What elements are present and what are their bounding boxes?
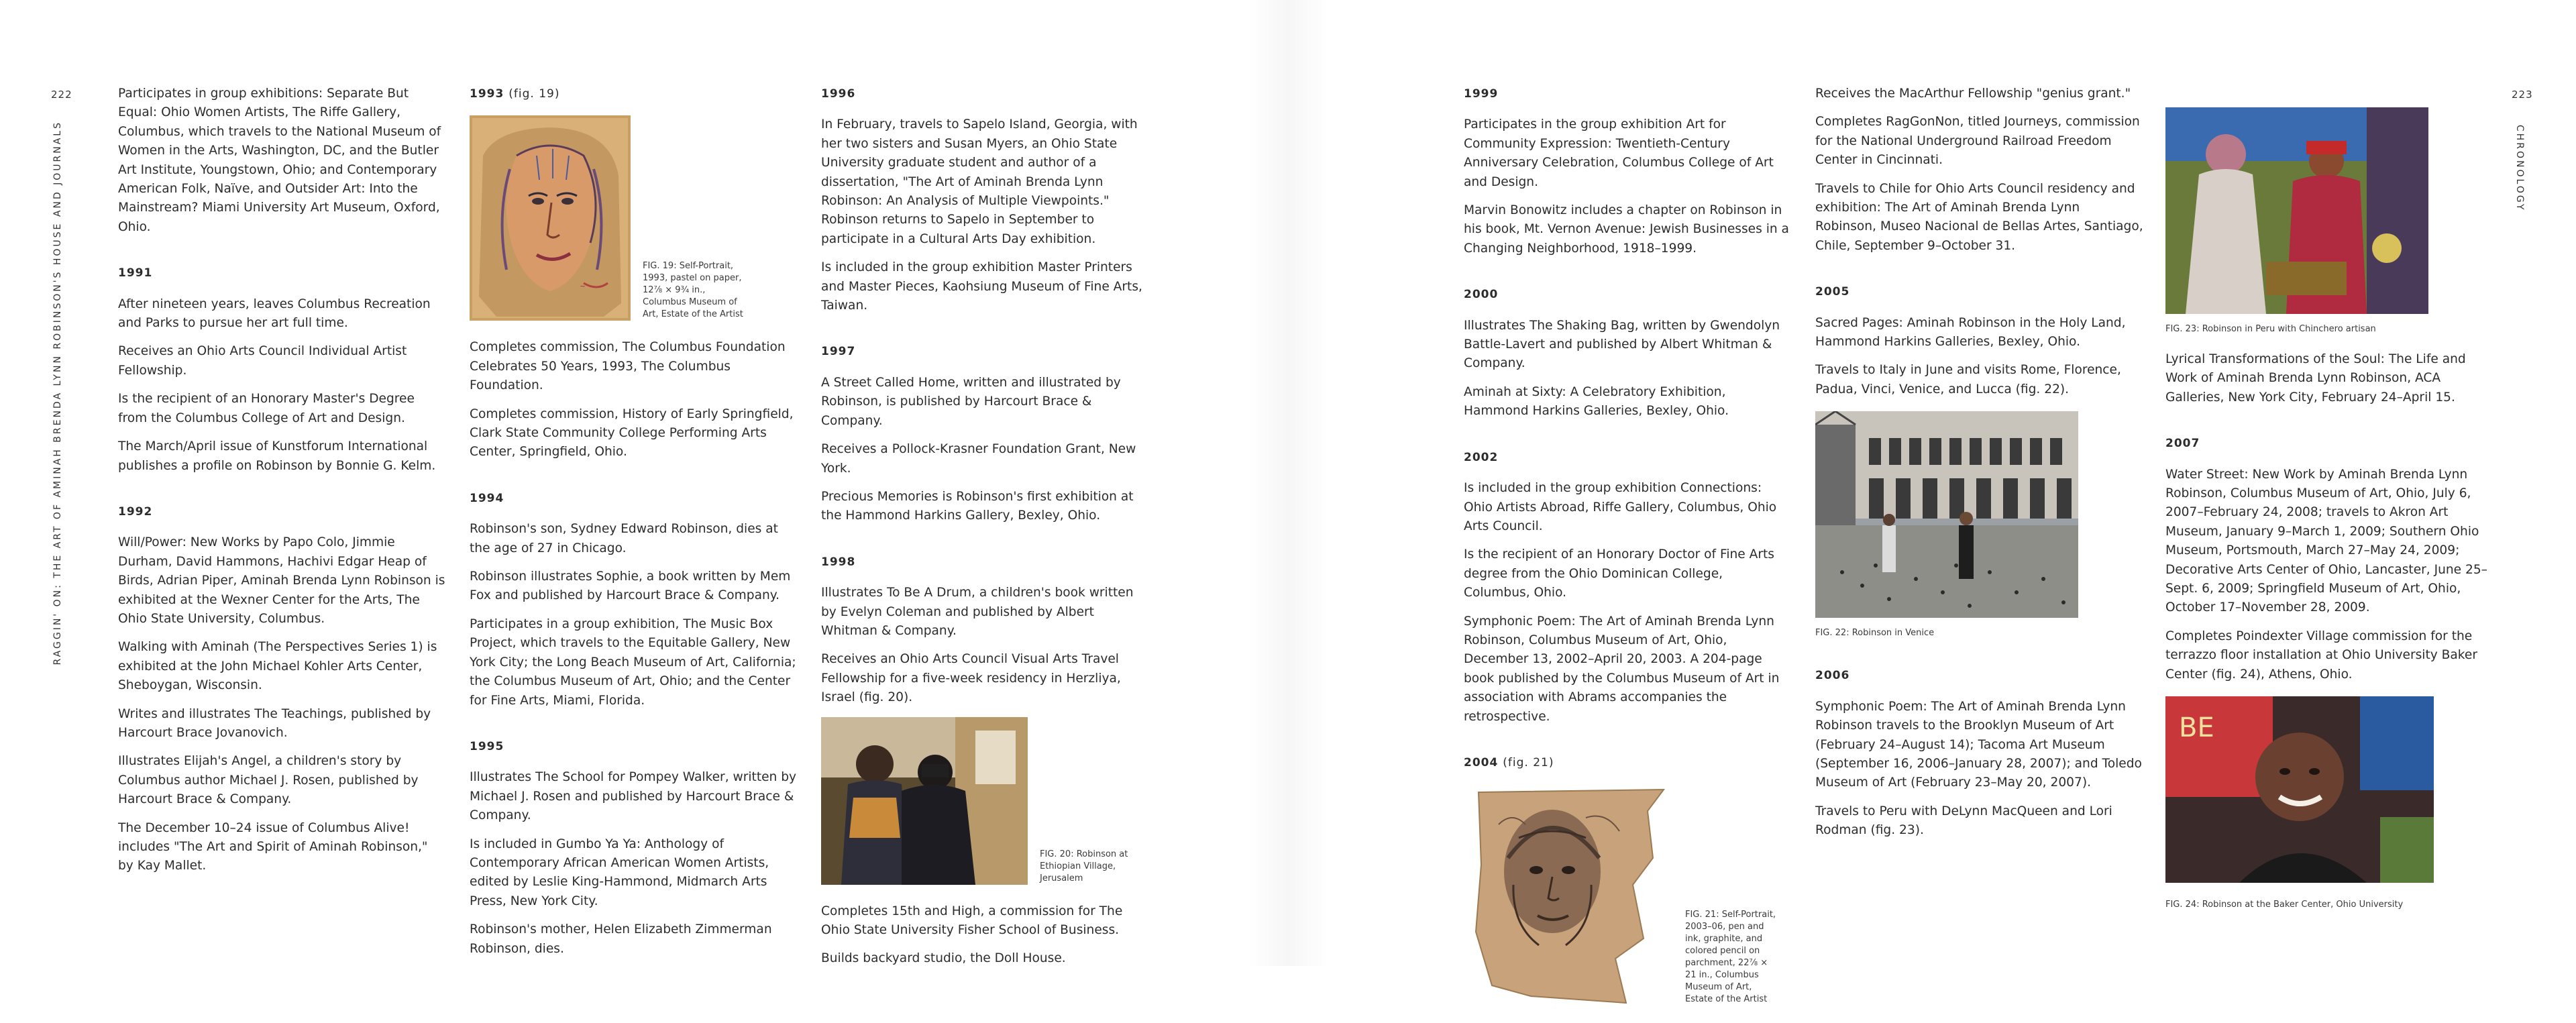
entry: Receives an Ohio Arts Council Visual Arts Travel Fellowship for a five-week residency in Herzliya, Israel (fig. 20). — [821, 652, 1121, 705]
year-heading-1999: 1999 — [1464, 87, 1499, 101]
entry: Is the recipient of an Honorary Master's Degree from the Columbus College of Art and Design. — [118, 392, 415, 425]
entry: Writes and illustrates The Teachings, published by Harcourt Brace Jovanovich. — [118, 706, 431, 740]
column-6 — [2165, 107, 2494, 928]
entry: Participates in a group exhibition, The Music Box Project, which travels to the Equitable Gallery, New York City; the Long Beach Museum of Art, California; the Columbus Museum of Art, Ohio; and the Center for Fine Arts, Miami, Florida. — [470, 616, 796, 708]
entry: Symphonic Poem: The Art of Aminah Brenda Lynn Robinson, Columbus Museum of Art, Ohio, December 13, 2002–April 20, 2003. A 204-page book published by the Columbus Museum of Art in association with Abrams accompanies the retrospective. — [1464, 614, 1780, 724]
entry: Lyrical Transformations of the Soul: The Life and Work of Aminah Brenda Lynn Robinson, ACA Galleries, New York City, February 24–April 15. — [2165, 352, 2466, 405]
figure-23 — [2165, 107, 2494, 335]
column-4 — [1464, 85, 1792, 1023]
figure-23-caption: FIG. 23: Robinson in Peru with Chinchero artisan — [2165, 324, 2376, 334]
entry: Completes commission, History of Early Springfield, Clark State Community College Performing Arts Center, Springfield, Ohio. — [470, 407, 794, 460]
entry: Is included in the group exhibition Connections: Ohio Artists Abroad, Riffe Gallery, Columbus, Ohio Arts Council. — [1464, 481, 1777, 533]
figure-21 — [1472, 784, 1792, 1006]
left-running-head: RAGGIN' ON: THE ART OF AMINAH BRENDA LYNN ROBINSON'S HOUSE AND JOURNALS — [52, 121, 63, 665]
year-heading-2005: 2005 — [1815, 285, 1850, 299]
entry: A Street Called Home, written and illustrated by Robinson, is published by Harcourt Brace & Company. — [821, 375, 1121, 428]
entry: Symphonic Poem: The Art of Aminah Brenda Lynn Robinson travels to the Brooklyn Museum of Art (February 24–August 14); Tacoma Art Museum (September 16, 2006–January 28, 2007); and Toledo Museum of Art (February 23–May 20, 2007). — [1815, 699, 2142, 790]
entry: Robinson's mother, Helen Elizabeth Zimmerman Robinson, dies. — [470, 922, 772, 956]
entry: Aminah at Sixty: A Celebratory Exhibition, Hammond Harkins Galleries, Bexley, Ohio. — [1464, 384, 1729, 419]
entry: Receives a Pollock-Krasner Foundation Grant, New York. — [821, 442, 1136, 476]
column-2 — [470, 85, 798, 968]
year-heading-1996: 1996 — [821, 87, 856, 101]
figure-19 — [470, 115, 798, 321]
entry: The March/April issue of Kunstforum International publishes a profile on Robinson by Bonnie G. Kelm. — [118, 439, 436, 473]
year-heading-2004 — [1464, 753, 1792, 772]
entry: Completes commission, The Columbus Foundation Celebrates 50 Years, 1993, The Columbus Foundation. — [470, 340, 786, 393]
figure-reference: (fig. 21) — [1503, 755, 1554, 769]
venice-photo — [1815, 411, 2078, 618]
ethiopian-village-photo — [821, 717, 1028, 885]
year-label: 2004 — [1464, 755, 1499, 769]
figure-22-caption: FIG. 22: Robinson in Venice — [1815, 628, 1935, 639]
figure-19-caption: FIG. 19: Self-Portrait, 1993, pastel on paper, 12⅞ × 9¾ in., Columbus Museum of Art, Estate of the Artist — [643, 261, 743, 320]
figure-21-caption: FIG. 21: Self-Portrait, 2003–06, pen and ink, graphite, and colored pencil on parchment, 22⅞ × 21 in., Columbus Museum of Art, Estate of the Artist — [1685, 910, 1776, 1005]
entry: Travels to Peru with DeLynn MacQueen and Lori Rodman (fig. 23). — [1815, 804, 2112, 838]
entry: Receives an Ohio Arts Council Individual Artist Fellowship. — [118, 344, 407, 378]
figure-20 — [821, 717, 1150, 885]
svg-text:BE: BE — [2179, 712, 2214, 744]
baker-center-photo — [2165, 696, 2434, 883]
year-heading-1992: 1992 — [118, 504, 153, 519]
entry: Is included in the group exhibition Master Printers and Master Pieces, Kaohsiung Museum of Fine Arts, Taiwan. — [821, 260, 1142, 313]
column-1 — [118, 85, 447, 885]
entry: Travels to Italy in June and visits Rome, Florence, Padua, Vinci, Venice, and Lucca (fig. 22). — [1815, 363, 2121, 396]
year-heading-1994: 1994 — [470, 491, 504, 505]
entry: Completes 15th and High, a commission for The Ohio State University Fisher School of Business. — [821, 904, 1123, 937]
entry: Illustrates The School for Pompey Walker, written by Michael J. Rosen and published by Harcourt Brace & Company. — [470, 770, 797, 823]
entry: Participates in the group exhibition Art for Community Expression: Twentieth-Century Anniversary Celebration, Columbus College of Art and Design. — [1464, 117, 1774, 189]
year-heading-2000: 2000 — [1464, 288, 1499, 302]
right-page-number: 223 — [2512, 89, 2533, 101]
year-heading-2006: 2006 — [1815, 669, 1850, 683]
gutter-shadow — [1248, 0, 1328, 966]
entry: Marvin Bonowitz includes a chapter on Robinson in his book, Mt. Vernon Avenue: Jewish Businesses in a Changing Neighborhood, 1918–1999. — [1464, 203, 1789, 256]
self-portrait-parchment-image — [1472, 784, 1673, 1006]
entry-1990-exhibitions: Participates in group exhibitions: Separate But Equal: Ohio Women Artists, The Riffe Gallery, Columbus, which travels to the National Museum of Women in the Arts, Washington, DC, and the Butler Art Institute, Youngstown, Ohio; and Contemporary American Folk, Naïve, and Outsider Art: Into the Mainstream? Miami University Art Museum, Oxford, Ohio. — [118, 87, 441, 234]
entry: Robinson's son, Sydney Edward Robinson, dies at the age of 27 in Chicago. — [470, 522, 778, 555]
entry: Illustrates To Be A Drum, a children's book written by Evelyn Coleman and published by Albert Whitman & Company. — [821, 586, 1134, 638]
entry: Builds backyard studio, the Doll House. — [821, 951, 1066, 966]
entry: Is the recipient of an Honorary Doctor of Fine Arts degree from the Ohio Dominican College, Columbus, Ohio. — [1464, 547, 1774, 600]
figure-24 — [2165, 696, 2494, 911]
figure-22 — [1815, 411, 2144, 639]
entry: Sacred Pages: Aminah Robinson in the Holy Land, Hammond Harkins Galleries, Bexley, Ohio. — [1815, 315, 2126, 349]
entry: Illustrates The Shaking Bag, written by Gwendolyn Battle-Lavert and published by Albert Whitman & Company. — [1464, 318, 1780, 371]
entry: Illustrates Elijah's Angel, a children's story by Columbus author Michael J. Rosen, published by Harcourt Brace & Company. — [118, 754, 419, 807]
entry: Precious Memories is Robinson's first exhibition at the Hammond Harkins Gallery, Bexley, Ohio. — [821, 489, 1134, 523]
year-heading-1995: 1995 — [470, 739, 504, 753]
figure-20-caption: FIG. 20: Robinson at Ethiopian Village, Jerusalem — [1040, 849, 1128, 883]
column-3 — [821, 85, 1150, 978]
year-label: 1993 — [470, 87, 504, 101]
entry: Robinson illustrates Sophie, a book written by Mem Fox and published by Harcourt Brace & Company. — [470, 570, 791, 603]
entry: Is included in Gumbo Ya Ya: Anthology of Contemporary African American Women Artists, edited by Leslie King-Hammond, Midmarch Arts Press, New York City. — [470, 837, 769, 908]
entry: The December 10–24 issue of Columbus Alive! includes "The Art and Spirit of Aminah Robinson," by Kay Mallet. — [118, 820, 428, 873]
year-heading-1997: 1997 — [821, 345, 856, 359]
svg-text:~: ~ — [580, 282, 586, 291]
entry: Receives the MacArthur Fellowship "genius grant." — [1815, 87, 2131, 101]
right-running-head: CHRONOLOGY — [2514, 125, 2525, 212]
year-heading-1993 — [470, 85, 798, 103]
year-heading-1998: 1998 — [821, 555, 856, 569]
figure-reference: (fig. 19) — [508, 87, 560, 101]
self-portrait-pastel-image — [470, 115, 631, 321]
entry: Completes Poindexter Village commission for the terrazzo floor installation at Ohio University Baker Center (fig. 24), Athens, Ohio. — [2165, 629, 2477, 682]
entry: In February, travels to Sapelo Island, Georgia, with her two sisters and Susan Myers, an Ohio State University graduate student and author of a dissertation, "The Art of Aminah Brenda Lynn Robinson: An Analysis of Multiple Viewpoints." Robinson returns to Sapelo in September to participate in a Cultural Arts Day exhibition. — [821, 117, 1138, 246]
entry: Travels to Chile for Ohio Arts Council residency and exhibition: The Art of Aminah Brenda Lynn Robinson, Museo Nacional de Bellas Artes, Santiago, Chile, September 9–October 31. — [1815, 181, 2143, 253]
year-heading-2007: 2007 — [2165, 437, 2200, 451]
left-page-number: 222 — [51, 89, 72, 101]
entry: Will/Power: New Works by Papo Colo, Jimmie Durham, David Hammons, Hachivi Edgar Heap of Birds, Adrian Piper, Aminah Brenda Lynn Robinson is exhibited at the Wexner Center for the Arts, The Ohio State University, Columbus. — [118, 535, 445, 626]
entry: Water Street: New Work by Aminah Brenda Lynn Robinson, Columbus Museum of Art, Ohio, July 6, 2007–February 24, 2008; travels to Akron Art Museum, January 9–March 1, 2009; Southern Ohio Museum, Portsmouth, March 27–May 24, 2009; Decorative Arts Center of Ohio, Lancaster, June 25–Sept. 6, 2009; Springfield Museum of Art, Ohio, October 17–November 28, 2009. — [2165, 467, 2487, 615]
peru-chinchero-photo — [2165, 107, 2428, 314]
entry: Walking with Aminah (The Perspectives Series 1) is exhibited at the John Michael Kohler Arts Center, Sheboygan, Wisconsin. — [118, 640, 437, 693]
entry: After nineteen years, leaves Columbus Recreation and Parks to pursue her art full time. — [118, 297, 431, 331]
column-5 — [1815, 85, 2144, 850]
year-heading-2002: 2002 — [1464, 450, 1499, 464]
year-heading-1991: 1991 — [118, 266, 153, 280]
entry: Completes RagGonNon, titled Journeys, commission for the National Underground Railroad Freedom Center in Cincinnati. — [1815, 115, 2140, 168]
figure-24-caption: FIG. 24: Robinson at the Baker Center, Ohio University — [2165, 900, 2404, 910]
